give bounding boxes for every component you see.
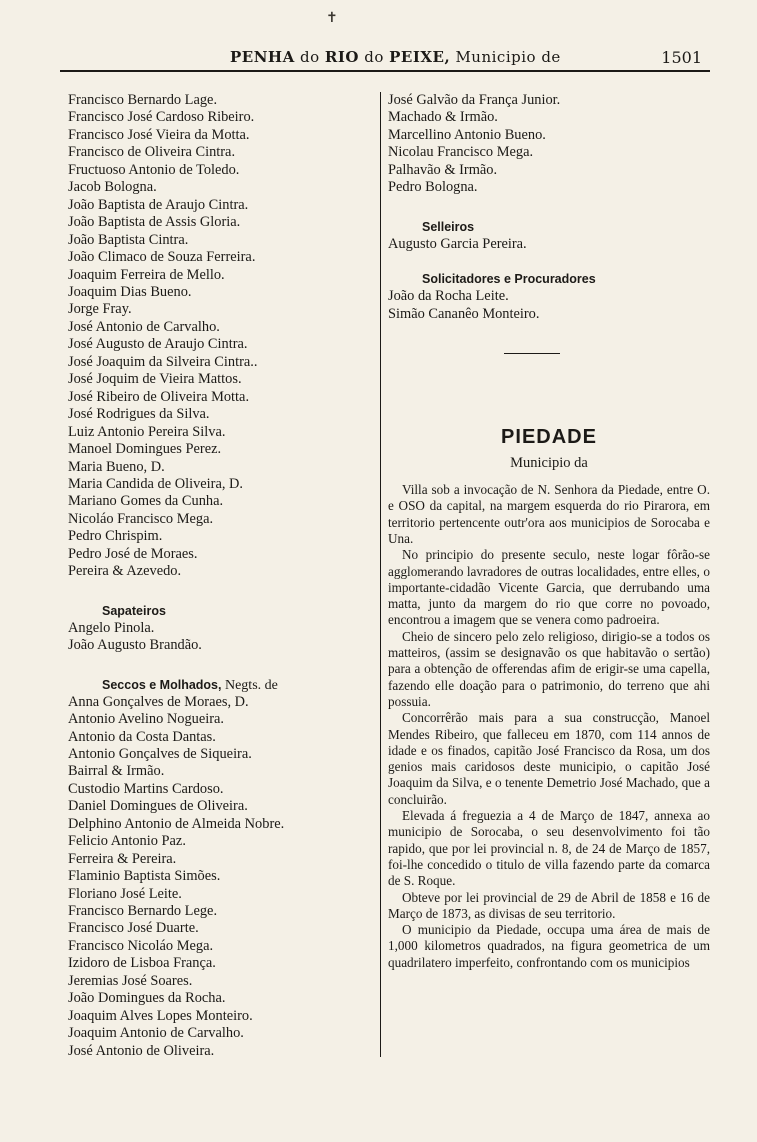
list-item: Anna Gonçalves de Moraes, D. — [68, 693, 249, 710]
paragraph: Villa sob a invocação de N. Senhora da Piedade, entre O. e OSO da capital, na margem esquerda do rio Pirarora, em territorio pertencente outr'ora aos municipios de Sorocaba e Una. — [388, 482, 710, 546]
list-item: Maria Candida de Oliveira, D. — [68, 475, 244, 492]
list-item: João Augusto Brandão. — [68, 637, 202, 654]
list-item: Pedro Bologna. — [388, 179, 478, 196]
list-item: Joaquim Ferreira de Mello. — [68, 266, 225, 283]
list-item: João Domingues da Rocha. — [68, 990, 226, 1007]
name-list — [388, 236, 710, 253]
section-heading-solicitadores: Solicitadores e Procuradores — [422, 272, 596, 287]
list-item: Custodio Martins Cardoso. — [68, 780, 224, 797]
left-column — [68, 92, 368, 1060]
name-list — [388, 92, 710, 197]
list-item: João Baptista Cintra. — [68, 231, 189, 248]
list-item: João Climaco de Souza Ferreira. — [68, 249, 256, 266]
name-list — [388, 288, 710, 323]
list-item: Antonio Avelino Nogueira. — [68, 711, 225, 728]
list-item: José Rodrigues da Silva. — [68, 406, 210, 423]
list-item: Francisco José Cardoso Ribeiro. — [68, 109, 255, 126]
paragraph: Obteve por lei provincial de 29 de Abril de 1858 e 16 de Março de 1873, as divisas de seu territorio. — [388, 889, 710, 921]
list-item: Nicolau Francisco Mega. — [388, 144, 534, 161]
section-heading-seccos: Seccos e Molhados, Negts. de — [102, 677, 278, 693]
place-subtitle: Municipio da — [510, 455, 588, 472]
list-item: Augusto Garcia Pereira. — [388, 235, 527, 252]
page-header — [60, 48, 710, 72]
list-item: Francisco Bernardo Lege. — [68, 903, 218, 920]
running-title: PENHA do RIO do PEIXE, Municipio de — [230, 48, 561, 66]
list-item: Felicio Antonio Paz. — [68, 833, 186, 850]
list-item: Flaminio Baptista Simões. — [68, 868, 221, 885]
list-item: Ferreira & Pereira. — [68, 850, 177, 867]
section-heading-sapateiros: Sapateiros — [102, 603, 166, 618]
list-item: Daniel Domingues de Oliveira. — [68, 798, 248, 815]
section-heading-selleiros: Selleiros — [422, 219, 475, 234]
paragraph: Elevada á freguezia a 4 de Março de 1847, annexa ao municipio de Sorocaba, o seu desenvolvimento foi tão rapido, que por lei provincial n. 8, de 24 de Março de 1857, foi-lhe concedido o titulo de villa fazendo parte da comarca de S. Roque. — [388, 808, 710, 889]
name-list — [68, 620, 368, 655]
list-item: Maria Bueno, D. — [68, 458, 165, 475]
list-item: Manoel Domingues Perez. — [68, 441, 222, 458]
list-item: Joaquim Alves Lopes Monteiro. — [68, 1007, 253, 1024]
list-item: Joaquim Dias Bueno. — [68, 283, 192, 300]
list-item: Jacob Bologna. — [68, 179, 157, 196]
list-item: Pereira & Azevedo. — [68, 563, 182, 580]
list-item: Francisco Nicoláo Mega. — [68, 937, 214, 954]
list-item: João Baptista de Assis Gloria. — [68, 214, 241, 231]
list-item: Mariano Gomes da Cunha. — [68, 493, 224, 510]
printers-ornament: ✝ — [326, 10, 338, 26]
right-column — [388, 92, 710, 971]
list-item: Simão Cananêo Monteiro. — [388, 305, 540, 322]
paragraph: Concorrêrão mais para a sua construcção, Manoel Mendes Ribeiro, que falleceu em 1870, com 114 annos de idade e os finados, capitão José Francisco da Rosa, um dos genios mais caridosos deste municipio, o capitão José Joaquim da Silva, e o tenente Demetrio José Machado, que a concluirão. — [388, 710, 710, 807]
list-item: Pedro Chrispim. — [68, 528, 163, 545]
list-item: Nicoláo Francisco Mega. — [68, 510, 214, 527]
paragraph: O municipio da Piedade, occupa uma área de mais de 1,000 kilometros quadrados, na figura geometrica de um quadrilatero imperfeito, confrontando com os municipios — [388, 922, 710, 970]
list-item: José Antonio de Oliveira. — [68, 1042, 215, 1059]
list-item: Izidoro de Lisboa França. — [68, 955, 216, 972]
list-item: João Baptista de Araujo Cintra. — [68, 196, 249, 213]
list-item: José Ribeiro de Oliveira Motta. — [68, 388, 250, 405]
list-item: Marcellino Antonio Bueno. — [388, 126, 546, 143]
name-list — [68, 694, 368, 1061]
list-item: Francisco Bernardo Lage. — [68, 92, 218, 108]
page-number: 1501 — [661, 48, 702, 67]
list-item: José Joaquim da Silveira Cintra.. — [68, 353, 258, 370]
list-item: Delphino Antonio de Almeida Nobre. — [68, 815, 285, 832]
list-item: Joaquim Antonio de Carvalho. — [68, 1025, 244, 1042]
list-item: Francisco de Oliveira Cintra. — [68, 144, 236, 161]
list-item: Jeremias José Soares. — [68, 972, 193, 989]
column-divider — [380, 92, 381, 1057]
list-item: José Antonio de Carvalho. — [68, 318, 220, 335]
list-item: Floriano José Leite. — [68, 885, 182, 902]
article-body — [388, 482, 710, 971]
list-item: Antonio Gonçalves de Siqueira. — [68, 745, 252, 762]
paragraph: No principio do presente seculo, neste logar fôrão-se agglomerando lavradores de outras localidades, entre elles, o importante-cidadão Vicente Garcia, que derrubando uma matta, junto da margem do rio que corre no povoado, encontrou a imagem que se venera como padroeira. — [388, 547, 710, 628]
list-item: Fructuoso Antonio de Toledo. — [68, 161, 240, 178]
list-item: João da Rocha Leite. — [388, 288, 509, 305]
list-item: José Galvão da França Junior. — [388, 92, 561, 108]
list-item: Francisco José Duarte. — [68, 920, 199, 937]
name-list — [68, 92, 368, 581]
paragraph: Cheio de sincero pelo zelo religioso, dirigio-se a todos os matteiros, (assim se designavão os que habitavão o sertão) para a obtenção de offerendas afim de erigir-se uma capella, fazendo elle doação para o patrimonio, do terreno que ahi possuia. — [388, 628, 710, 709]
place-title: PIEDADE — [501, 426, 597, 449]
list-item: José Augusto de Araujo Cintra. — [68, 336, 248, 353]
list-item: Francisco José Vieira da Motta. — [68, 126, 250, 143]
list-item: Palhavão & Irmão. — [388, 161, 498, 178]
list-item: Jorge Fray. — [68, 301, 132, 318]
list-item: Luiz Antonio Pereira Silva. — [68, 423, 226, 440]
list-item: Bairral & Irmão. — [68, 763, 165, 780]
list-item: José Joquim de Vieira Mattos. — [68, 371, 242, 388]
list-item: Machado & Irmão. — [388, 109, 498, 126]
list-item: Angelo Pinola. — [68, 619, 155, 636]
section-separator — [504, 353, 560, 354]
list-item: Pedro José de Moraes. — [68, 545, 198, 562]
list-item: Antonio da Costa Dantas. — [68, 728, 216, 745]
